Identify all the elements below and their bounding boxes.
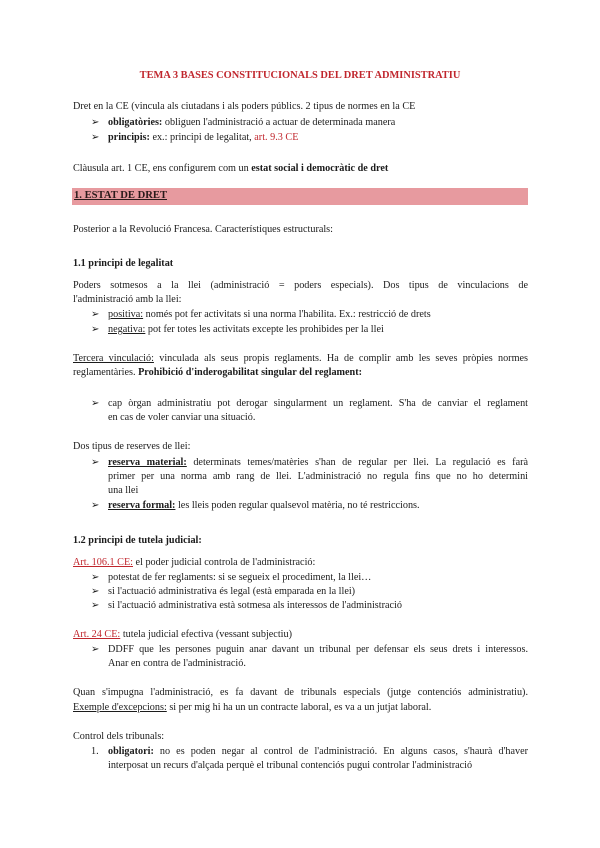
arrow-bullet-icon: ➢ [91, 117, 100, 128]
arrow-bullet-icon: ➢ [91, 586, 100, 597]
art24-text: tutela judicial efectiva (vessant subjectiu) [120, 629, 292, 640]
organ-line2: en cas de voler canviar una situació. [108, 412, 256, 423]
reserva-formal [108, 499, 528, 512]
bullet-term: principis: [108, 132, 150, 143]
exception-text: si per mig hi ha un un contracte laboral, es va a un jutjat laboral. [166, 702, 432, 713]
clause-text [73, 162, 528, 175]
art106-bullet: potestat de fer reglaments: si se segueix el procediment, la llei… [108, 572, 372, 583]
tercera-term: Tercera vinculació: [73, 353, 154, 364]
tercera-text: vinculada als seus propis reglaments. Ha de complir amb les seves pròpies normes [153, 353, 528, 364]
art24-line [73, 628, 528, 641]
arrow-bullet-icon: ➢ [91, 457, 100, 468]
arrow-bullet-icon: ➢ [91, 398, 100, 409]
arrow-bullet-icon: ➢ [91, 600, 100, 611]
art106-bullet: si l'actuació administrativa és legal (està emparada en la llei) [108, 586, 356, 597]
reserva-material-line2: primer per una norma amb rang de llei. L'administració no regula fins que no ho determini [108, 471, 528, 482]
article-reference: art. 9.3 CE [254, 132, 299, 143]
bullet-text: ex.: principi de legalitat, [149, 132, 255, 143]
art106-text: el poder judicial controla de l'administració: [133, 557, 316, 568]
bullet-obligatories [108, 116, 528, 129]
bullet-text: només pot fer activitats si una norma l'habilita. Ex.: restricció de drets [143, 309, 431, 320]
art106-line [73, 556, 528, 569]
arrow-bullet-icon: ➢ [91, 324, 100, 335]
control-line2: interposat un recurs d'alçada perquè el tribunal contenciós pugui controlar l'administració [108, 760, 473, 771]
arrow-bullet-icon: ➢ [91, 309, 100, 320]
bullet-term: negativa: [108, 324, 146, 335]
tercera-vinculacio-line2 [73, 366, 528, 379]
bullet-principis [108, 131, 528, 144]
bullet-term: reserva material: [108, 457, 187, 468]
ddff-line2: Anar en contra de l'administració. [108, 658, 246, 669]
bullet-term: positiva: [108, 309, 144, 320]
intro-text: Dret en la CE (vincula als ciutadans i als poders públics. 2 tipus de normes en la CE [73, 101, 416, 112]
arrow-bullet-icon: ➢ [91, 132, 100, 143]
bullet-term: obligatòries: [108, 117, 163, 128]
subsection-heading-legalitat: 1.1 principi de legalitat [73, 258, 174, 269]
control-line1 [108, 745, 528, 758]
arrow-bullet-icon: ➢ [91, 572, 100, 583]
control-term: obligatori: [108, 746, 154, 757]
bullet-text: les lleis poden regular qualsevol matèria, no té restriccions. [175, 500, 420, 511]
subsection-heading-tutela: 1.2 principi de tutela judicial: [73, 535, 202, 546]
reserva-material-line1 [108, 456, 528, 469]
reserves-intro: Dos tipus de reserves de llei: [73, 441, 191, 452]
article-reference: Art. 106.1 CE: [73, 557, 133, 568]
bullet-text: pot fer totes les activitats excepte les prohibides per la llei [145, 324, 384, 335]
tercera-text-cont: reglamentàries. [73, 367, 139, 378]
exception-line [73, 701, 528, 714]
legalitat-paragraph-line1: Poders sotmesos a la llei (administració = poders especials). Dos tipus de vinculacions de [73, 280, 528, 291]
list-number: 1. [91, 746, 99, 757]
clause-prefix: Clàusula art. 1 CE, ens configurem com un [73, 163, 252, 174]
bullet-text: determinats temes/matèries s'han de regular per llei. La regulació es farà [186, 457, 529, 468]
reserva-material-line3: una llei [108, 485, 139, 496]
article-reference: Art. 24 CE: [73, 629, 121, 640]
bullet-positiva [108, 308, 528, 321]
bullet-text: obliguen l'administració a actuar de determinada manera [162, 117, 396, 128]
ddff-line1: DDFF que les persones puguin anar davant un tribunal per defensar els seus drets i interessos. [108, 644, 528, 655]
arrow-bullet-icon: ➢ [91, 644, 100, 655]
document-title: TEMA 3 BASES CONSTITUCIONALS DEL DRET ADMINISTRATIU [139, 70, 461, 81]
control-text: no es poden negar al control de l'administració. En alguns casos, s'haurà d'haver [153, 746, 528, 757]
section-heading-bar [72, 188, 528, 205]
exception-term: Exemple d'excepcions: [73, 702, 167, 713]
section-intro: Posterior a la Revolució Francesa. Característiques estructurals: [73, 224, 333, 235]
control-intro: Control dels tribunals: [73, 731, 165, 742]
impugna-text: Quan s'impugna l'administració, es fa davant de tribunals especials (jutge contenciós administratiu). [73, 687, 528, 698]
organ-line1: cap òrgan administratiu pot derogar singularment un reglament. S'ha de canviar el reglament [108, 398, 528, 409]
section-heading: 1. ESTAT DE DRET [74, 190, 168, 201]
clause-bold: estat social i democràtic de dret [251, 163, 389, 174]
bullet-negativa [108, 323, 528, 336]
art106-bullet: si l'actuació administrativa està sotmesa als interessos de l'administració [108, 600, 402, 611]
legalitat-paragraph-line2: l'administració amb la llei: [73, 294, 182, 305]
tercera-vinculacio-line1 [73, 352, 528, 365]
bullet-term: reserva formal: [108, 500, 176, 511]
prohibicio-bold: Prohibició d'inderogabilitat singular del reglament: [138, 367, 363, 378]
arrow-bullet-icon: ➢ [91, 500, 100, 511]
